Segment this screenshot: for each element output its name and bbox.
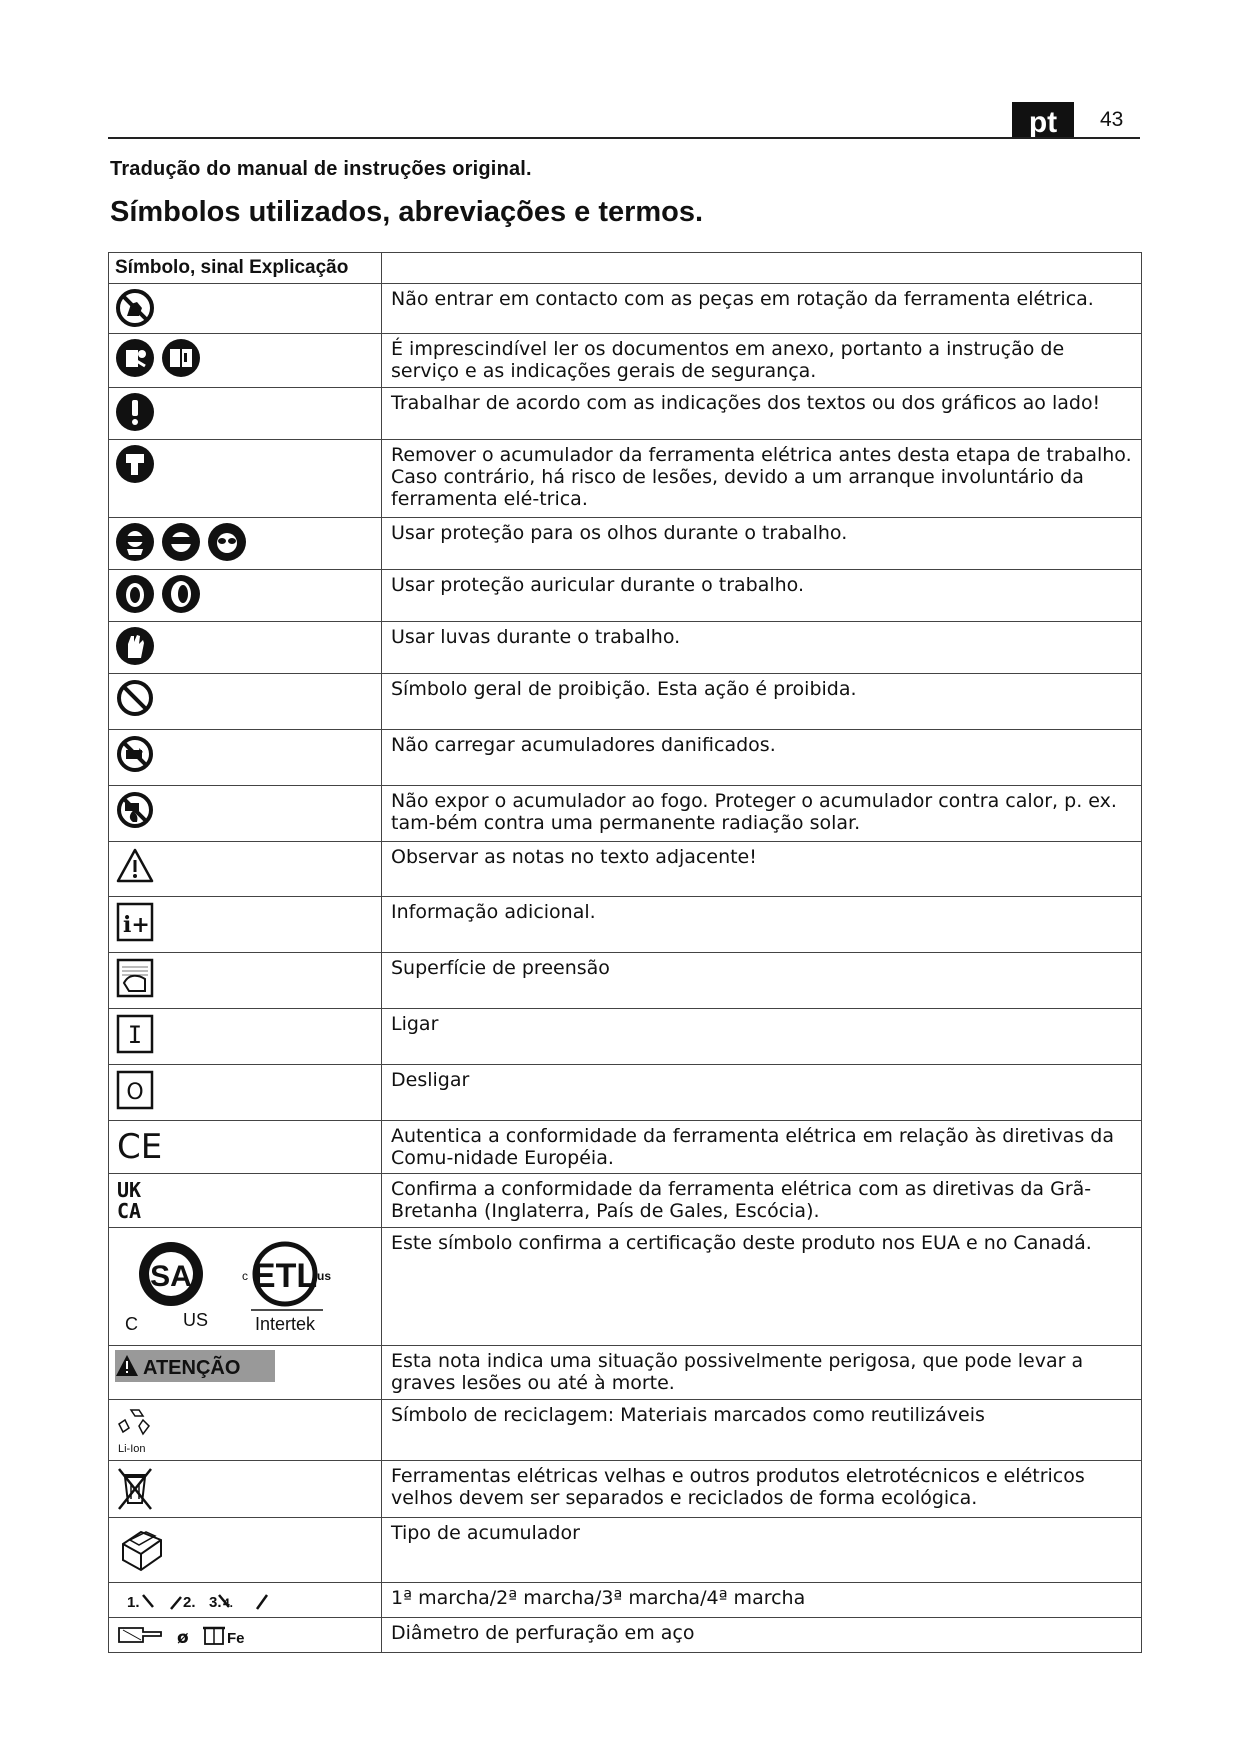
warning-label-icon [115, 1350, 275, 1382]
fe-label: Fe [227, 1630, 245, 1647]
row-explanation: Este símbolo confirma a certificação deste produto nos EUA e no Canadá. [382, 1228, 1142, 1346]
document-subtitle: Tradução do manual de instruções original. [110, 158, 532, 180]
li-ion-label: Li-Ion [118, 1443, 146, 1455]
no-touch-rotating-parts-icon [115, 288, 155, 328]
table-row [109, 1518, 1142, 1583]
row-explanation: Símbolo geral de proibição. Esta ação é proibida. [382, 674, 1142, 730]
row-explanation: Não expor o acumulador ao fogo. Proteger o acumulador contra calor, p. ex. tam-bém contra uma permanente radiação solar. [382, 786, 1142, 842]
etl-right-label: us [317, 1269, 332, 1283]
table-row [109, 786, 1142, 842]
prohibition-icon [115, 678, 155, 718]
row-explanation: Não carregar acumuladores danificados. [382, 730, 1142, 786]
weee-disposal-icon [115, 1465, 155, 1513]
table-row [109, 388, 1142, 440]
switch-off-label: O [126, 1080, 144, 1105]
recycling-li-ion-icon [115, 1404, 161, 1456]
table-row [109, 1228, 1142, 1346]
table-row [109, 1400, 1142, 1461]
mandatory-action-icon [115, 392, 155, 432]
page-number: 43 [1100, 108, 1124, 131]
switch-off-icon [115, 1069, 155, 1111]
table-row [109, 570, 1142, 622]
additional-info-icon [115, 901, 155, 943]
switch-on-label: I [127, 1021, 143, 1049]
row-explanation: Tipo de acumulador [382, 1518, 1142, 1583]
table-row [109, 1346, 1142, 1400]
symbols-table [108, 252, 1142, 1653]
drill-diameter-steel-icon [115, 1622, 285, 1648]
row-explanation: Superfície de preensão [382, 953, 1142, 1009]
table-row [109, 1121, 1142, 1174]
row-explanation: Usar proteção auricular durante o trabalho. [382, 570, 1142, 622]
no-damaged-battery-icon [115, 734, 155, 774]
table-row [109, 953, 1142, 1009]
gear-1-label: 1. [127, 1594, 140, 1611]
warning-triangle-icon [115, 846, 155, 886]
warning-label-text: ATENÇÃO [143, 1357, 241, 1379]
diameter-label: ø [177, 1628, 189, 1648]
gear-2-label: 2. [183, 1594, 196, 1611]
ear-protection-muffs-icon [161, 574, 201, 614]
remove-battery-icon [115, 444, 155, 484]
ukca-top-label: UK [117, 1178, 142, 1202]
etl-certification-icon [239, 1232, 339, 1336]
row-explanation: Usar luvas durante o trabalho. [382, 622, 1142, 674]
row-explanation: Confirma a conformidade da ferramenta elétrica com as diretivas da Grã-Bretanha (Inglaterra, País de Gales, Escócia). [382, 1174, 1142, 1228]
row-explanation: Desligar [382, 1065, 1142, 1121]
table-row [109, 1009, 1142, 1065]
row-explanation: É imprescindível ler os documentos em anexo, portanto a instrução de serviço e as indicações gerais de segurança. [382, 334, 1142, 388]
info-plus-label: i+ [123, 912, 150, 938]
row-explanation: Observar as notas no texto adjacente! [382, 842, 1142, 897]
table-row [109, 440, 1142, 518]
ce-mark-icon [115, 1125, 163, 1165]
table-row [109, 1618, 1142, 1653]
header-rule [108, 137, 1140, 139]
switch-on-icon [115, 1013, 155, 1055]
row-explanation: Remover o acumulador da ferramenta elétrica antes desta etapa de trabalho. Caso contrário, há risco de lesões, devido a um arranque involuntário da ferramenta elé-trica. [382, 440, 1142, 518]
table-row [109, 334, 1142, 388]
table-header-empty-cell [382, 253, 1142, 284]
row-explanation: Não entrar em contacto com as peças em rotação da ferramenta elétrica. [382, 284, 1142, 334]
table-row [109, 897, 1142, 953]
row-explanation: Ligar [382, 1009, 1142, 1065]
svg-text:ETL: ETL [252, 1257, 318, 1295]
row-explanation: Autentica a conformidade da ferramenta elétrica em relação às diretivas da Comu-nidade Européia. [382, 1121, 1142, 1174]
table-row [109, 518, 1142, 570]
table-header-cell: Símbolo, sinal Explicação [109, 253, 382, 284]
table-row [109, 1065, 1142, 1121]
row-explanation: 1ª marcha/2ª marcha/3ª marcha/4ª marcha [382, 1583, 1142, 1618]
language-badge: pt [1012, 102, 1074, 137]
table-header-row [109, 253, 1142, 284]
row-explanation: Símbolo de reciclagem: Materiais marcados como reutilizáveis [382, 1400, 1142, 1461]
table-row [109, 730, 1142, 786]
table-row [109, 1174, 1142, 1228]
row-explanation: Esta nota indica uma situação possivelmente perigosa, que pode levar a graves lesões ou até à morte. [382, 1346, 1142, 1400]
table-row [109, 1461, 1142, 1518]
gloves-icon [115, 626, 155, 666]
row-explanation: Informação adicional. [382, 897, 1142, 953]
safety-instructions-icon [161, 338, 201, 378]
etl-brand-label: Intertek [254, 1314, 316, 1334]
row-explanation: Trabalhar de acordo com as indicações dos textos ou dos gráficos ao lado! [382, 388, 1142, 440]
table-row [109, 1583, 1142, 1618]
csa-certification-icon [121, 1234, 221, 1334]
csa-right-label: US [183, 1310, 209, 1330]
row-explanation: Ferramentas elétricas velhas e outros produtos eletrotécnicos e elétricos velhos devem ser separados e reciclados de forma ecológica. [382, 1461, 1142, 1518]
page-title: Símbolos utilizados, abreviações e termos. [110, 196, 704, 228]
table-row [109, 842, 1142, 897]
etl-left-label: c [242, 1269, 248, 1283]
ukca-bottom-label: CA [117, 1199, 142, 1222]
gear-speeds-icon [115, 1587, 285, 1613]
ear-protection-icon [115, 574, 155, 614]
table-row [109, 284, 1142, 334]
read-manual-icon [115, 338, 155, 378]
table-row [109, 622, 1142, 674]
csa-left-label: C [125, 1314, 138, 1334]
gear-3-label: 3. [209, 1594, 222, 1611]
gripping-surface-icon [115, 957, 155, 999]
ce-mark-label: CE [117, 1127, 163, 1165]
row-explanation: Diâmetro de perfuração em aço [382, 1618, 1142, 1653]
battery-pack-icon [115, 1522, 165, 1578]
gear-4-label: 4. [223, 1596, 234, 1610]
ukca-mark-icon [115, 1178, 155, 1222]
row-explanation: Usar proteção para os olhos durante o trabalho. [382, 518, 1142, 570]
eye-protection-goggles-icon [207, 522, 247, 562]
svg-text:SA: SA [150, 1260, 192, 1293]
eye-protection-mask-icon [115, 522, 155, 562]
table-row [109, 674, 1142, 730]
eye-protection-visor-icon [161, 522, 201, 562]
no-fire-icon [115, 790, 155, 830]
